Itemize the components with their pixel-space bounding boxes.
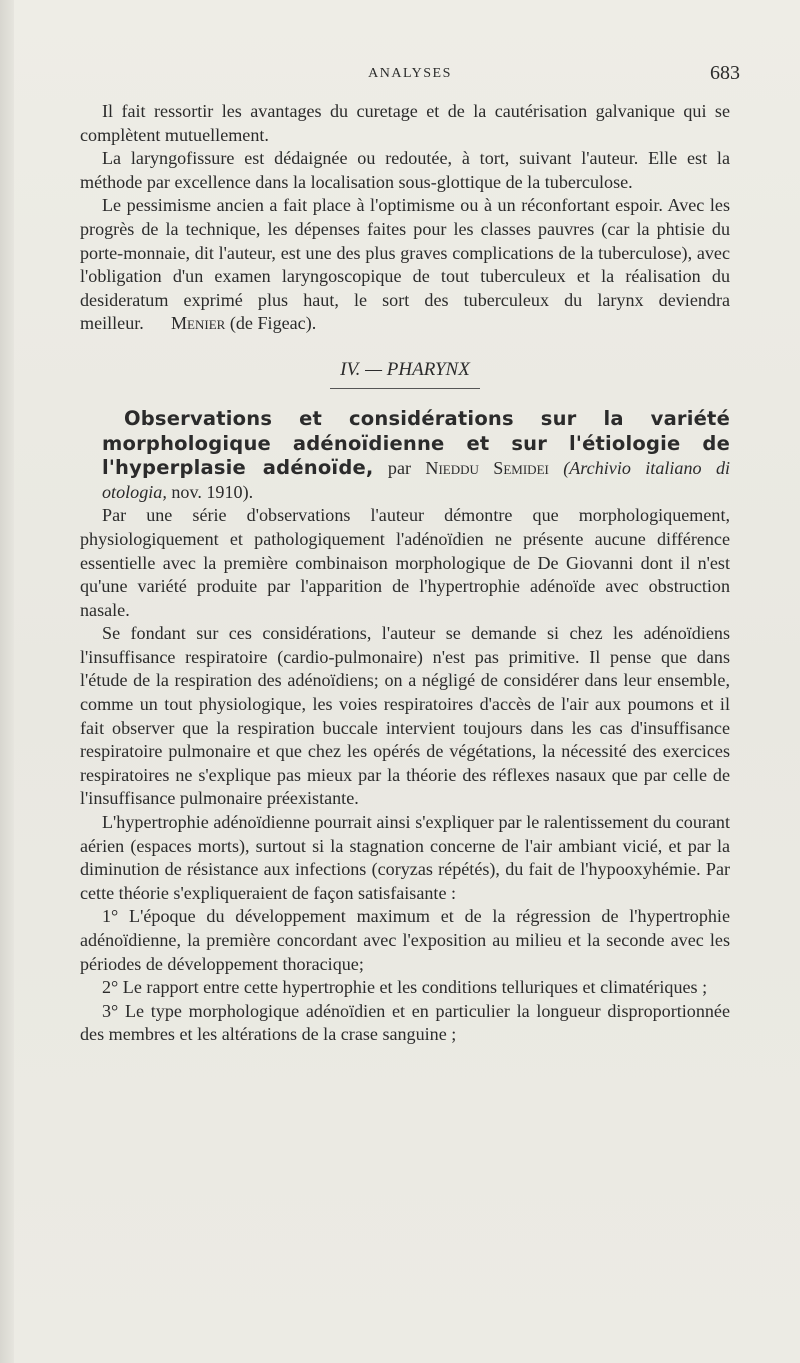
list-item: 3° Le type morphologique adénoïdien et en particulier la longueur disproportionnée des membres et les altérations de la crase sanguine ; [80,1000,730,1045]
paragraph: L'hypertrophie adénoïdienne pourrait ainsi s'expliquer par le ralentissement du courant aérien (espaces morts), surtout si la stagnation concerne de l'air ambiant vicié, et par la diminution de résistance aux infections (coryzas répétés), du fait de l'hypooxyhémie. Par cette théorie s'expliqueraient de façon satisfaisante : [80,812,730,903]
paragraph: Il fait ressortir les avantages du curetage et de la cautérisation galvanique qui se complètent mutuellement. [80,101,730,145]
page-edge-shadow [0,0,14,1363]
reviewer-name: Menier [170,313,226,334]
article-journal: (Archivio italiano di otologia, [102,458,731,502]
body-text [80,100,730,1047]
paragraph-text: Le pessimisme ancien a fait place à l'optimisme ou à un réconfortant espoir. Avec les progrès de la technique, les dépenses faites pour les classes pauvres (car la phtisie du porte-monnaie, dit l'auteur, est une des plus graves complications de la tuberculose), avec l'obligation d'un examen laryngoscopique de tout tuberculeux et la réalisation du desideratum exprimé plus haut, le sort des tuberculeux du larynx deviendra meilleur. [80,195,730,334]
article-by: par [387,458,412,479]
article-title: Observations et considérations sur la variété morphologique adénoïdienne et sur l'étiologie de l'hyperplasie adénoïde, [102,406,730,480]
page-header [80,60,740,90]
section-rule [330,388,480,389]
article-author: Nieddu Semidei [425,458,549,479]
page-number: 683 [710,62,740,84]
paragraph [80,194,730,336]
section-heading: IV. — PHARYNX [340,358,470,380]
article-title-block [80,407,730,504]
reviewer-place: (de Figeac). [229,313,317,334]
list-item: 2° Le rapport entre cette hypertrophie et les conditions telluriques et climatériques ; [102,977,708,998]
paragraph: Se fondant sur ces considérations, l'auteur se demande si chez les adénoïdiens l'insuffisance respiratoire (cardio-pulmonaire) n'est pas primitive. Il pense que dans l'étude de la respiration des adénoïdiens; on a négligé de considérer dans leur ensemble, comme un tout physiologique, les voies respiratoires d'accès de l'air aux poumons et il fait observer que la respiration buccale intervient toujours dans les cas d'insuffisance respiratoire pulmonaire et que chez les opérés de végétations, la nécessité des exercices respiratoires ne s'explique pas mieux par la théorie des réflexes nasaux que par celle de l'insuffisance pulmonaire préexistante. [80,623,730,809]
article-date: nov. 1910). [171,481,254,502]
paragraph: La laryngofissure est dédaignée ou redoutée, à tort, suivant l'auteur. Elle est la méthode par excellence dans la localisation sous-glottique de la tuberculose. [80,148,730,192]
list-item: 1° L'époque du développement maximum et de la régression de l'hypertrophie adénoïdienne, la première concordant avec l'exposition au milieu et la seconde avec les périodes de développement thoracique; [80,906,730,974]
paragraph: Par une série d'observations l'auteur démontre que morphologiquement, physiologiquement et pathologiquement l'adénoïdien ne présente aucune différence essentielle avec la première combinaison morphologique de De Giovanni dont il n'est qu'une variété produite par l'apparition de l'hypertrophie adénoïde avec obstruction nasale. [80,505,730,620]
running-head: ANALYSES [368,66,452,81]
